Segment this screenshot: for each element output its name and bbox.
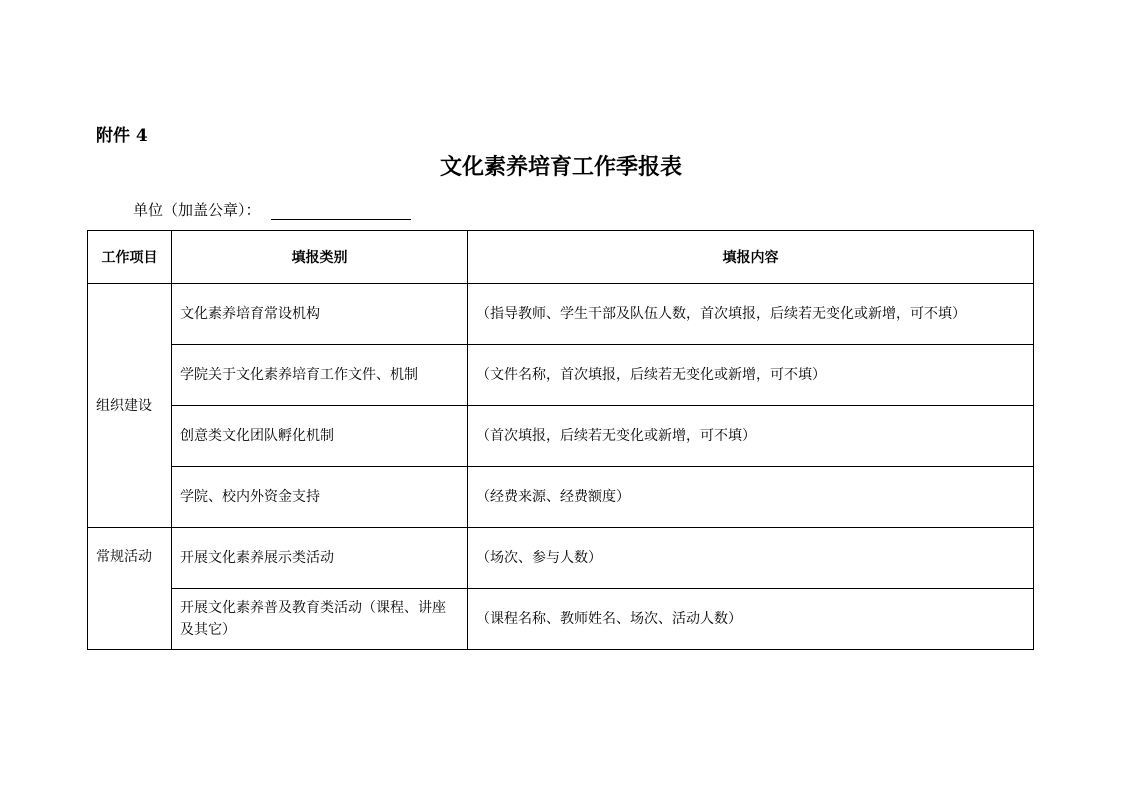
attachment-label: 附件 4	[96, 126, 148, 146]
group-cell: 组织建设	[88, 284, 172, 528]
column-header-item: 工作项目	[88, 231, 172, 284]
category-cell: 文化素养培育常设机构	[172, 284, 468, 345]
category-cell: 开展文化素养展示类活动	[172, 528, 468, 589]
table-row	[88, 528, 1034, 589]
content-cell: （首次填报，后续若无变化或新增，可不填）	[468, 406, 1034, 467]
category-cell: 开展文化素养普及教育类活动（课程、讲座及其它）	[172, 589, 468, 650]
unit-blank-field[interactable]	[271, 203, 411, 220]
content-cell: （场次、参与人数）	[468, 528, 1034, 589]
unit-label: 单位（加盖公章）：	[133, 201, 261, 219]
table-row	[88, 284, 1034, 345]
table-row	[88, 345, 1034, 406]
column-header-content: 填报内容	[468, 231, 1034, 284]
group-cell: 常规活动	[88, 528, 172, 650]
table-header-row	[88, 231, 1034, 284]
category-cell: 学院关于文化素养培育工作文件、机制	[172, 345, 468, 406]
content-cell: （课程名称、教师姓名、场次、活动人数）	[468, 589, 1034, 650]
category-cell: 创意类文化团队孵化机制	[172, 406, 468, 467]
column-header-category: 填报类别	[172, 231, 468, 284]
content-cell: （经费来源、经费额度）	[468, 467, 1034, 528]
content-cell: （文件名称，首次填报，后续若无变化或新增，可不填）	[468, 345, 1034, 406]
content-cell: （指导教师、学生干部及队伍人数，首次填报，后续若无变化或新增，可不填）	[468, 284, 1034, 345]
table-row	[88, 406, 1034, 467]
report-table	[87, 230, 1034, 650]
table-row	[88, 467, 1034, 528]
table-row	[88, 589, 1034, 650]
unit-line	[133, 199, 411, 220]
category-cell: 学院、校内外资金支持	[172, 467, 468, 528]
page-title: 文化素养培育工作季报表	[439, 154, 682, 180]
